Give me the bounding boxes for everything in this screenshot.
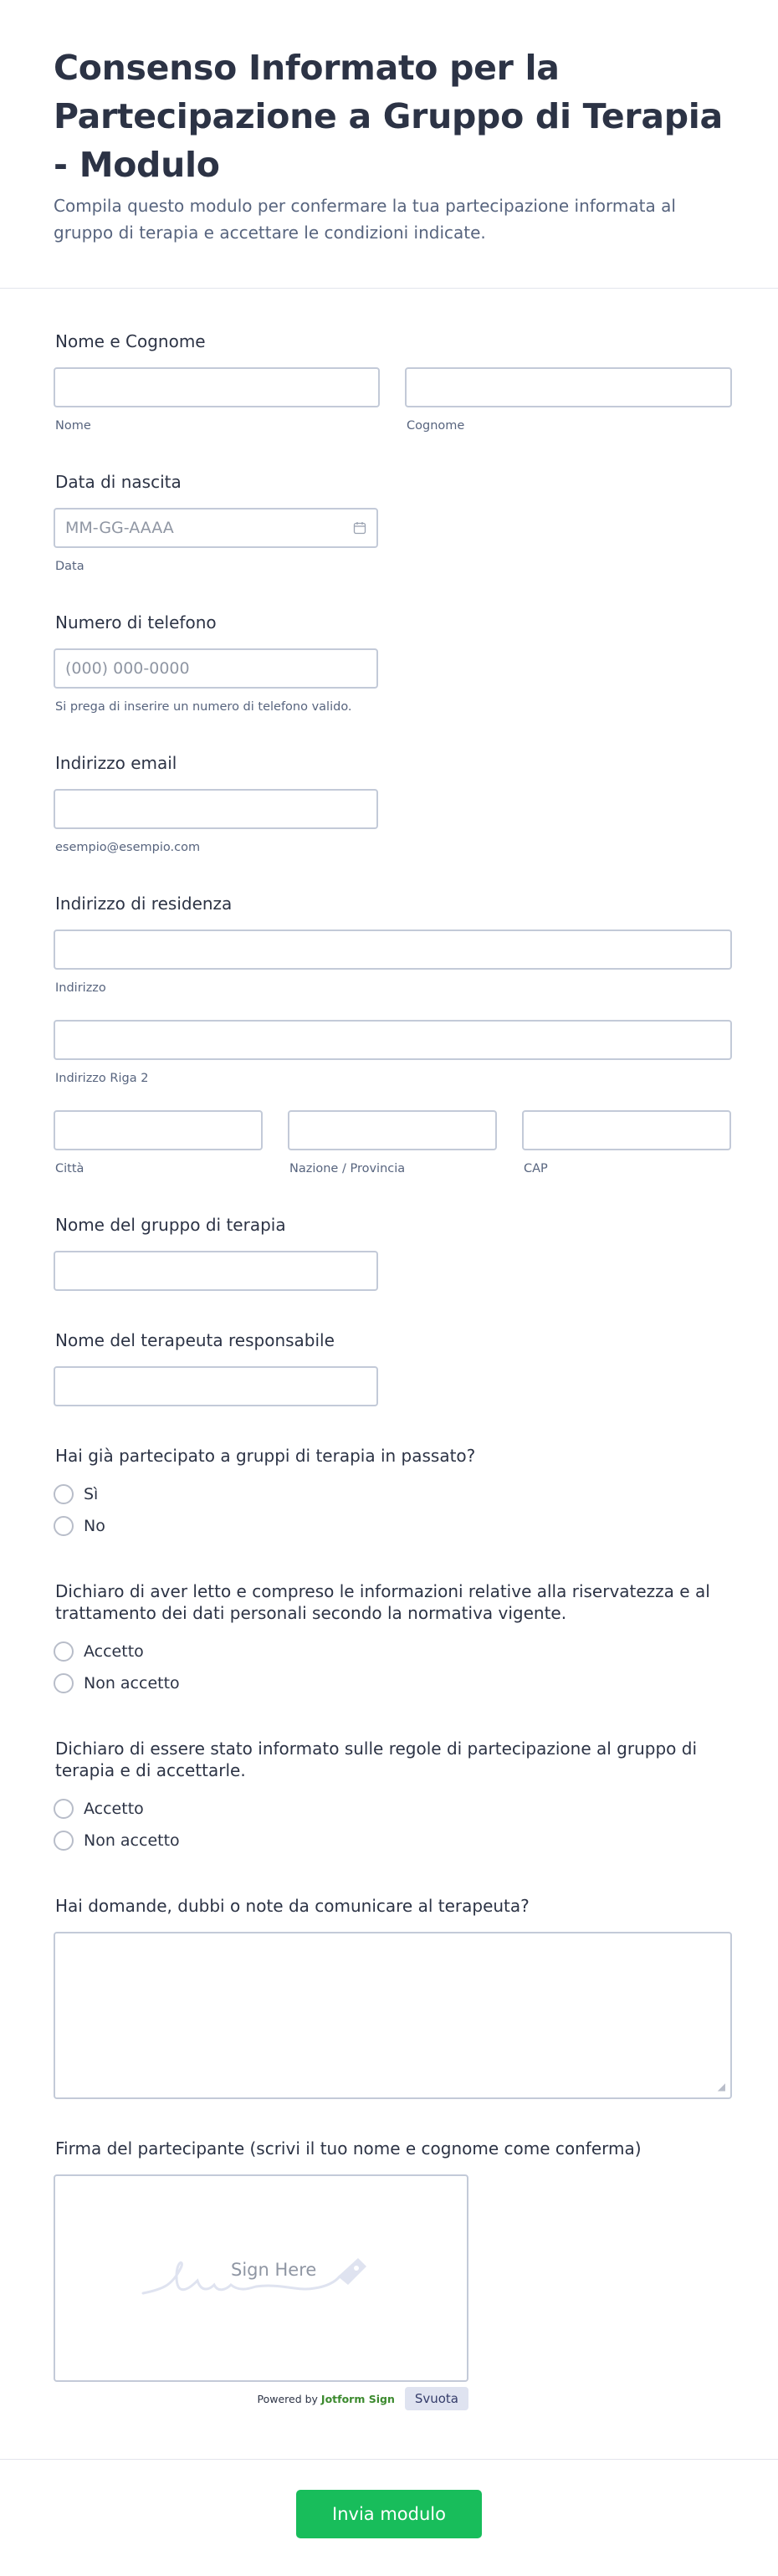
first-name-input[interactable] xyxy=(54,367,380,407)
calendar-icon[interactable] xyxy=(353,521,366,535)
therapist-input[interactable] xyxy=(54,1366,378,1406)
email-label: Indirizzo email xyxy=(55,753,177,773)
state-input[interactable] xyxy=(288,1110,497,1150)
privacy-option-accept[interactable] xyxy=(54,1636,732,1667)
last-name-col xyxy=(405,367,732,433)
name-field xyxy=(55,330,732,352)
form-body xyxy=(0,330,778,2410)
state-sublabel: Nazione / Provincia xyxy=(289,1162,406,1175)
last-name-sublabel: Cognome xyxy=(407,419,465,433)
group-name-input[interactable] xyxy=(54,1251,378,1291)
address-line1-sublabel: Indirizzo xyxy=(55,981,106,995)
phone-sublabel: Si prega di inserire un numero di telefono valido. xyxy=(55,700,352,714)
radio-label: Accetto xyxy=(84,1642,144,1661)
privacy-option-decline[interactable] xyxy=(54,1667,732,1699)
name-row xyxy=(54,367,732,433)
city-sublabel: Città xyxy=(55,1162,84,1175)
previous-option-yes[interactable] xyxy=(54,1478,732,1510)
birthdate-input[interactable] xyxy=(54,508,378,548)
email-input[interactable] xyxy=(54,789,378,829)
rules-option-decline[interactable] xyxy=(54,1825,732,1856)
radio-label: No xyxy=(84,1517,105,1535)
signature-footer xyxy=(54,2387,468,2410)
radio-circle[interactable] xyxy=(54,1484,74,1504)
radio-label: Non accetto xyxy=(84,1831,180,1850)
therapist-label: Nome del terapeuta responsabile xyxy=(55,1330,335,1350)
form-title: Consenso Informato per la Partecipazione a Gruppo di Terapia - Modulo xyxy=(54,48,723,185)
form-subtitle: Compila questo modulo per confermare la tua partecipazione informata al gruppo di terapia e accettare le condizioni indicate. xyxy=(54,196,676,243)
radio-circle[interactable] xyxy=(54,1641,74,1662)
notes-textarea[interactable] xyxy=(54,1932,732,2099)
radio-label: Sì xyxy=(84,1485,99,1503)
zip-col xyxy=(522,1110,731,1175)
name-label: Nome e Cognome xyxy=(55,331,206,351)
notes-label: Hai domande, dubbi o note da comunicare al terapeuta? xyxy=(55,1896,530,1916)
clear-signature-button[interactable]: Svuota xyxy=(405,2387,468,2410)
email-sublabel: esempio@esempio.com xyxy=(55,841,201,854)
signature-pad[interactable] xyxy=(54,2174,468,2382)
state-col xyxy=(288,1110,497,1175)
powered-by xyxy=(257,2393,394,2405)
resize-handle-icon[interactable]: ◢ xyxy=(717,2081,725,2092)
group-name-label: Nome del gruppo di terapia xyxy=(55,1215,286,1235)
city-col xyxy=(54,1110,263,1175)
radio-circle[interactable] xyxy=(54,1516,74,1536)
address-row xyxy=(54,1110,732,1175)
zip-input[interactable] xyxy=(522,1110,731,1150)
previous-options xyxy=(54,1478,732,1542)
birthdate-sublabel: Data xyxy=(55,560,84,573)
form-header xyxy=(0,0,778,289)
birthdate-placeholder: MM-GG-AAAA xyxy=(65,519,174,537)
phone-input[interactable] xyxy=(54,648,378,689)
submit-button[interactable]: Invia modulo xyxy=(296,2490,482,2538)
address-line1-input[interactable] xyxy=(54,930,732,970)
privacy-options xyxy=(54,1636,732,1699)
radio-circle[interactable] xyxy=(54,1831,74,1851)
rules-option-accept[interactable] xyxy=(54,1793,732,1825)
first-name-col xyxy=(54,367,380,433)
zip-sublabel: CAP xyxy=(524,1162,548,1175)
privacy-label: Dichiaro di aver letto e compreso le informazioni relative alla riservatezza e al trattamento dei dati personali secondo la normativa vigente. xyxy=(55,1581,710,1623)
city-input[interactable] xyxy=(54,1110,263,1150)
radio-circle[interactable] xyxy=(54,1799,74,1819)
first-name-sublabel: Nome xyxy=(55,419,91,433)
last-name-input[interactable] xyxy=(405,367,732,407)
signature-label: Firma del partecipante (scrivi il tuo nome e cognome come conferma) xyxy=(55,2138,642,2159)
radio-circle[interactable] xyxy=(54,1673,74,1693)
radio-label: Accetto xyxy=(84,1800,144,1818)
address-label: Indirizzo di residenza xyxy=(55,894,233,914)
rules-options xyxy=(54,1793,732,1856)
phone-placeholder: (000) 000-0000 xyxy=(65,659,190,678)
address-line2-sublabel: Indirizzo Riga 2 xyxy=(55,1072,149,1085)
signature-hint: Sign Here xyxy=(231,2260,317,2280)
previous-label: Hai già partecipato a gruppi di terapia in passato? xyxy=(55,1446,476,1466)
address-line2-input[interactable] xyxy=(54,1020,732,1060)
powered-brand[interactable]: Jotform Sign xyxy=(320,2392,395,2405)
phone-label: Numero di telefono xyxy=(55,612,217,632)
rules-label: Dichiaro di essere stato informato sulle regole di partecipazione al gruppo di terapia e di accettarle. xyxy=(55,1739,698,1780)
previous-option-no[interactable] xyxy=(54,1510,732,1542)
radio-label: Non accetto xyxy=(84,1674,180,1693)
birthdate-label: Data di nascita xyxy=(55,472,182,492)
form-footer xyxy=(0,2459,778,2576)
powered-prefix: Powered by xyxy=(257,2392,318,2405)
